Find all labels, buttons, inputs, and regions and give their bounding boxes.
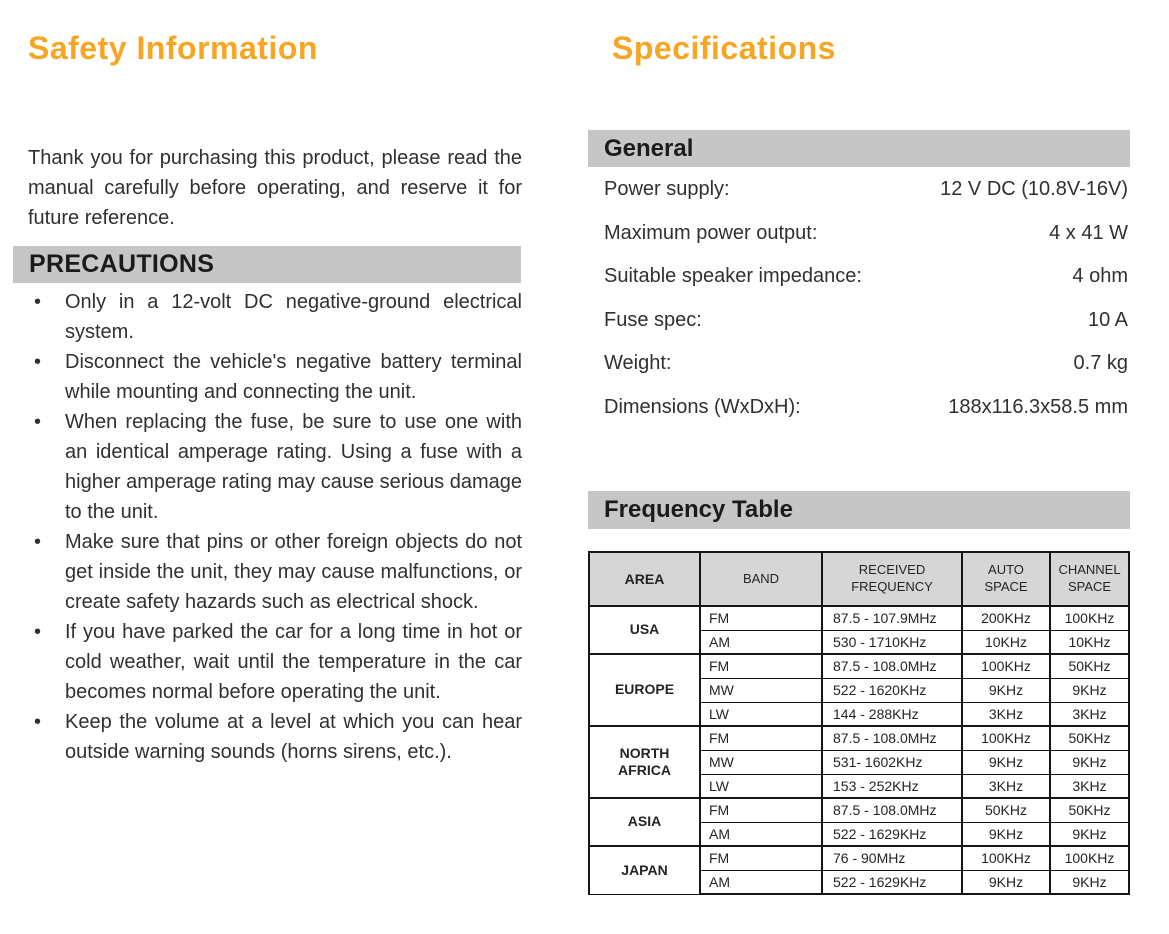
safety-information-title: Safety Information — [28, 30, 318, 66]
band-cell: AM — [700, 630, 822, 654]
frequency-table-col-header: CHANNEL SPACE — [1050, 552, 1129, 606]
spec-label: Dimensions (WxDxH): — [604, 395, 801, 418]
channel-space-cell: 3KHz — [1050, 702, 1129, 726]
auto-space-cell: 9KHz — [962, 678, 1050, 702]
spec-label: Maximum power output: — [604, 221, 818, 244]
precaution-item — [28, 347, 522, 407]
intro-paragraph: Thank you for purchasing this product, please read the manual carefully before operating, and reserve it for future reference. — [28, 147, 522, 229]
channel-space-cell: 9KHz — [1050, 822, 1129, 846]
precaution-text: Make sure that pins or other foreign objects do not get inside the unit, they may cause malfunctions, or create safety hazards such as electrical shock. — [65, 531, 522, 613]
band-cell: FM — [700, 798, 822, 822]
frequency-table-row — [589, 846, 1129, 870]
area-cell: USA — [589, 606, 700, 654]
bullet-icon: • — [34, 351, 42, 373]
auto-space-cell: 9KHz — [962, 870, 1050, 894]
channel-space-cell: 50KHz — [1050, 654, 1129, 678]
channel-space-cell: 50KHz — [1050, 798, 1129, 822]
channel-space-cell: 9KHz — [1050, 678, 1129, 702]
spec-row — [588, 299, 1130, 343]
frequency-table-col-header: BAND — [700, 552, 822, 606]
specifications-title: Specifications — [612, 30, 836, 66]
spec-label: Suitable speaker impedance: — [604, 265, 862, 288]
band-cell: FM — [700, 654, 822, 678]
precautions-section-title: PRECAUTIONS — [29, 250, 215, 278]
spec-row — [588, 255, 1130, 299]
precaution-text: Disconnect the vehicle's negative battery terminal while mounting and connecting the unit. — [65, 351, 522, 403]
spec-value: 4 ohm — [1072, 265, 1128, 288]
band-cell: MW — [700, 750, 822, 774]
frequency-table-header-row — [589, 552, 1129, 606]
spec-row — [588, 342, 1130, 386]
precaution-item — [28, 407, 522, 527]
auto-space-cell: 100KHz — [962, 846, 1050, 870]
area-cell: NORTH AFRICA — [589, 726, 700, 798]
spec-row — [588, 386, 1130, 430]
precaution-item — [28, 287, 522, 347]
band-cell: AM — [700, 822, 822, 846]
bullet-icon: • — [34, 291, 42, 313]
frequency-table-head — [589, 552, 1129, 606]
area-cell: JAPAN — [589, 846, 700, 894]
spec-value: 188x116.3x58.5 mm — [948, 395, 1128, 418]
received-frequency-cell: 87.5 - 108.0MHz — [822, 726, 962, 750]
frequency-table-col-header: AREA — [589, 552, 700, 606]
band-cell: MW — [700, 678, 822, 702]
channel-space-cell: 9KHz — [1050, 750, 1129, 774]
auto-space-cell: 10KHz — [962, 630, 1050, 654]
received-frequency-cell: 531- 1602KHz — [822, 750, 962, 774]
area-cell: EUROPE — [589, 654, 700, 726]
channel-space-cell: 50KHz — [1050, 726, 1129, 750]
bullet-icon: • — [34, 411, 42, 433]
precaution-text: When replacing the fuse, be sure to use one with an identical amperage rating. Using a fuse with a higher amperage rating may cause serious damage to the unit. — [65, 411, 522, 523]
spec-value: 12 V DC (10.8V-16V) — [940, 178, 1128, 201]
band-cell: AM — [700, 870, 822, 894]
bullet-icon: • — [34, 621, 42, 643]
precaution-item — [28, 617, 522, 707]
channel-space-cell: 9KHz — [1050, 870, 1129, 894]
received-frequency-cell: 522 - 1629KHz — [822, 870, 962, 894]
frequency-table-col-header: RECEIVED FREQUENCY — [822, 552, 962, 606]
received-frequency-cell: 87.5 - 107.9MHz — [822, 606, 962, 630]
precaution-item — [28, 527, 522, 617]
spec-value: 10 A — [1087, 308, 1128, 331]
channel-space-cell: 100KHz — [1050, 606, 1129, 630]
band-cell: FM — [700, 726, 822, 750]
auto-space-cell: 9KHz — [962, 750, 1050, 774]
precaution-text: Keep the volume at a level at which you can hear outside warning sounds (horns sirens, etc.). — [65, 711, 522, 763]
frequency-table-body — [589, 606, 1129, 894]
channel-space-cell: 3KHz — [1050, 774, 1129, 798]
auto-space-cell: 3KHz — [962, 774, 1050, 798]
received-frequency-cell: 76 - 90MHz — [822, 846, 962, 870]
frequency-table-row — [589, 606, 1129, 630]
auto-space-cell: 100KHz — [962, 654, 1050, 678]
frequency-table-section-header — [588, 491, 1130, 529]
spec-label: Weight: — [604, 352, 672, 375]
precaution-text: If you have parked the car for a long time in hot or cold weather, wait until the temperature in the car becomes normal before operating the unit. — [65, 621, 522, 703]
spec-label: Power supply: — [604, 178, 730, 201]
spec-value: 4 x 41 W — [1049, 221, 1128, 244]
spec-value: 0.7 kg — [1073, 352, 1128, 375]
general-section-header — [588, 130, 1130, 167]
band-cell: LW — [700, 702, 822, 726]
frequency-table-section-title: Frequency Table — [604, 496, 793, 523]
band-cell: LW — [700, 774, 822, 798]
band-cell: FM — [700, 606, 822, 630]
auto-space-cell: 200KHz — [962, 606, 1050, 630]
precaution-item — [28, 707, 522, 767]
auto-space-cell: 9KHz — [962, 822, 1050, 846]
spec-row — [588, 168, 1130, 212]
auto-space-cell: 50KHz — [962, 798, 1050, 822]
general-specs-list — [588, 168, 1130, 429]
received-frequency-cell: 87.5 - 108.0MHz — [822, 654, 962, 678]
channel-space-cell: 100KHz — [1050, 846, 1129, 870]
area-cell: ASIA — [589, 798, 700, 846]
received-frequency-cell: 87.5 - 108.0MHz — [822, 798, 962, 822]
received-frequency-cell: 530 - 1710KHz — [822, 630, 962, 654]
precaution-text: Only in a 12-volt DC negative-ground electrical system. — [65, 291, 522, 343]
band-cell: FM — [700, 846, 822, 870]
precautions-list — [28, 287, 522, 767]
received-frequency-cell: 522 - 1620KHz — [822, 678, 962, 702]
frequency-table — [588, 551, 1130, 895]
received-frequency-cell: 144 - 288KHz — [822, 702, 962, 726]
frequency-table-row — [589, 798, 1129, 822]
auto-space-cell: 100KHz — [962, 726, 1050, 750]
frequency-table-col-header: AUTO SPACE — [962, 552, 1050, 606]
channel-space-cell: 10KHz — [1050, 630, 1129, 654]
general-section-title: General — [604, 134, 694, 162]
received-frequency-cell: 522 - 1629KHz — [822, 822, 962, 846]
bullet-icon: • — [34, 531, 42, 553]
auto-space-cell: 3KHz — [962, 702, 1050, 726]
frequency-table-row — [589, 726, 1129, 750]
spec-label: Fuse spec: — [604, 308, 702, 331]
received-frequency-cell: 153 - 252KHz — [822, 774, 962, 798]
spec-row — [588, 212, 1130, 256]
bullet-icon: • — [34, 711, 42, 733]
precautions-section-header — [13, 246, 521, 283]
frequency-table-row — [589, 654, 1129, 678]
